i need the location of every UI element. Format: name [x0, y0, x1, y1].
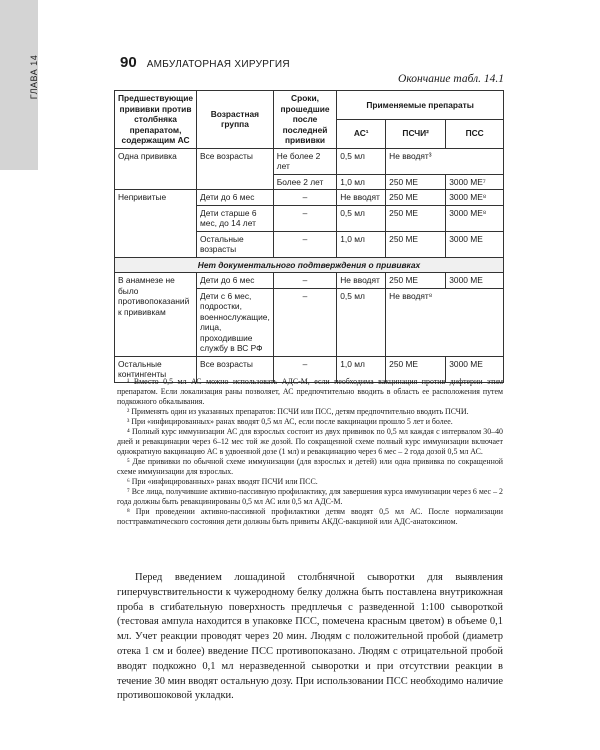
- cell-as: Не вводят: [337, 273, 386, 289]
- footnote: ⁵ Две прививки по обычной схеме иммунизации (для взрослых и детей) или одна прививка по сокращенной схеме иммунизации для взрослых.: [117, 457, 503, 476]
- cell-pschi: 250 МЕ: [386, 231, 446, 257]
- cell-as: 0,5 мл: [337, 205, 386, 231]
- table-row: [115, 273, 504, 289]
- cell-as: 1,0 мл: [337, 231, 386, 257]
- header-as: АС¹: [337, 119, 386, 148]
- cell-time: Более 2 лет: [273, 174, 336, 190]
- cell-prior: В анамнезе не было противопоказаний к прививкам: [115, 273, 197, 357]
- cell-pss: 3000 МЕ⁷: [446, 174, 504, 190]
- header-age-group: Возрастная группа: [197, 91, 274, 149]
- cell-pschi: 250 МЕ: [386, 190, 446, 206]
- header-time-since: Сроки, прошедшие после последней прививки: [273, 91, 336, 149]
- cell-pss: 3000 МЕ: [446, 356, 504, 382]
- footnote: ² Применять один из указанных препаратов: ПСЧИ или ПСС, детям предпочтительно вводить ПСЧИ.: [127, 407, 469, 416]
- cell-time: –: [273, 273, 336, 289]
- chapter-label: ГЛАВА 14: [29, 54, 39, 100]
- cell-time: –: [273, 231, 336, 257]
- cell-as: 0,5 мл: [337, 148, 386, 174]
- cell-age: Остальные возрасты: [197, 231, 274, 257]
- cell-time: –: [273, 190, 336, 206]
- cell-pschi: 250 МЕ: [386, 356, 446, 382]
- cell-pschi: 250 МЕ: [386, 174, 446, 190]
- cell-as: 1,0 мл: [337, 356, 386, 382]
- footnote: ⁷ Все лица, получившие активно-пассивную профилактику, для завершения курса иммунизации через 6 мес – 2 года должны быть ревакцинированы 0,5 мл АС или 0,5 мл АДС-М.: [117, 487, 503, 506]
- cell-time: –: [273, 356, 336, 382]
- cell-as: 1,0 мл: [337, 174, 386, 190]
- body-text: [117, 571, 503, 704]
- cell-age: Дети до 6 мес: [197, 190, 274, 206]
- cell-pschi: Не вводят³: [386, 148, 504, 174]
- vaccination-table: [114, 90, 504, 383]
- header-pss: ПСС: [446, 119, 504, 148]
- cell-age: Дети до 6 мес: [197, 273, 274, 289]
- footnote: ⁸ При проведении активно-пассивной профилактики детям вводят 0,5 мл АС. После нормализации посттравматического состояния дети должны быть привиты АКДС-вакциной или АДС-анатоксином.: [117, 507, 503, 526]
- cell-time: –: [273, 288, 336, 356]
- table-section-row: [115, 257, 504, 273]
- running-head: АМБУЛАТОРНАЯ ХИРУРГИЯ: [146, 59, 290, 70]
- table-row: [115, 148, 504, 174]
- cell-as: 0,5 мл: [337, 288, 386, 356]
- cell-pss: 3000 МЕ⁸: [446, 190, 504, 206]
- body-paragraph: Перед введением лошадиной столбнячной сыворотки для выявления гиперчувствительности к чужеродному белку должна быть поставлена внутрикожная проба в сгибательную поверхность предплечья с разведенной 1:100 сывороткой (тестовая ампула находится в упаковке ПСС, помечена красным цветом) в объеме 0,1 мл. Учет реакции проводят через 20 мин. Людям с положительной пробой (диаметр отека 1 см и более) введение ПСС противопоказано. Людям с отрицательной пробой вводят подкожно 0,1 мл неразведенной сыворотки и при отсутствии реакции в течение 30 мин вводят остальную дозу. При использовании ПСС необходимо наличие противошоковой укладки.: [117, 572, 503, 702]
- cell-pss: 3000 МЕ: [446, 231, 504, 257]
- footnote: ¹ Вместо 0,5 мл АС можно использовать АДС-М, если необходима вакцинация против дифтерии этим препаратом. Если локализация раны позволяет, АС предпочтительно вводить в область ее расположения путем подкожного обкалывания.: [117, 377, 503, 406]
- footnote: ³ При «инфицированных» ранах вводят 0,5 мл АС, если после вакцинации прошло 5 лет и более.: [127, 417, 453, 426]
- page-header: [120, 54, 504, 71]
- cell-pschi: 250 МЕ: [386, 273, 446, 289]
- cell-as: Не вводят: [337, 190, 386, 206]
- footnote: ⁴ Полный курс иммунизации АС для взрослых состоит из двух прививок по 0,5 мл каждая с интервалом 30–40 дней и ревакцинации через 6–12 мес той же дозой. По сокращенной схеме полный курс иммунизации включает однократную вакцинацию АС в удвоенной дозе (1 мл) и ревакцинацию через 6 мес – 2 года дозой 0,5 мл АС.: [117, 427, 503, 456]
- cell-prior: Непривитые: [115, 190, 197, 258]
- cell-age: Дети старше 6 мес, до 14 лет: [197, 205, 274, 231]
- cell-pschi: Не вводят⁸: [386, 288, 504, 356]
- table-continuation-title: Окончание табл. 14.1: [398, 73, 504, 85]
- cell-time: –: [273, 205, 336, 231]
- cell-time: Не более 2 лет: [273, 148, 336, 174]
- header-pschi: ПСЧИ²: [386, 119, 446, 148]
- cell-age: Дети с 6 мес, подростки, военнослужащие, лица, проходившие службу в ВС РФ: [197, 288, 274, 356]
- page-number: 90: [120, 54, 137, 71]
- section-heading: Нет документального подтверждения о прививках: [115, 257, 504, 273]
- header-prior-vaccination: Предшествующие прививки против столбняка препаратом, содержащим АС: [115, 91, 197, 149]
- cell-age: Все возрасты: [197, 148, 274, 190]
- chapter-side-tab: [0, 0, 38, 170]
- footnote: ⁶ При «инфицированных» ранах вводят ПСЧИ или ПСС.: [127, 477, 318, 486]
- footnotes: [117, 377, 503, 527]
- table-row: [115, 190, 504, 206]
- header-drugs: Применяемые препараты: [337, 91, 504, 120]
- cell-pschi: 250 МЕ: [386, 205, 446, 231]
- cell-pss: 3000 МЕ⁸: [446, 205, 504, 231]
- cell-age: Все возрасты: [197, 356, 274, 382]
- cell-prior: Одна прививка: [115, 148, 197, 190]
- cell-pss: 3000 МЕ: [446, 273, 504, 289]
- cell-prior: Остальные контингенты: [115, 356, 197, 382]
